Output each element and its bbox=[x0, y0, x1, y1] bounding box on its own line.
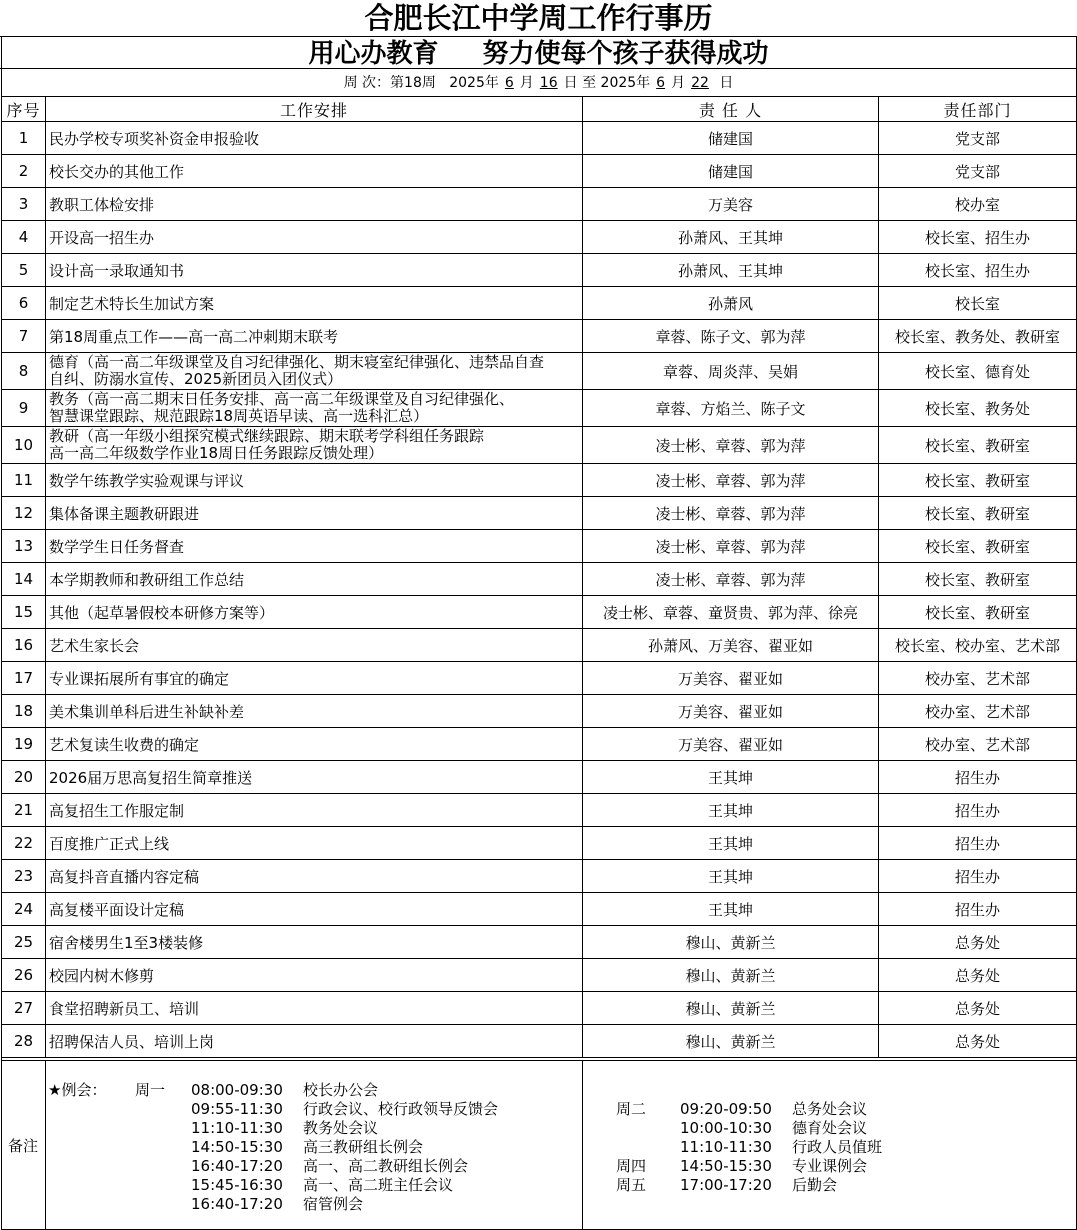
meeting-time: 09:20-09:50 bbox=[680, 1100, 772, 1118]
task-cell: 集体备课主题教研跟进 bbox=[46, 497, 583, 530]
month-end: 6 bbox=[656, 75, 666, 91]
row-number: 1 bbox=[2, 122, 46, 155]
table-row bbox=[2, 287, 1077, 320]
task-cell: 食堂招聘新员工、培训 bbox=[46, 992, 583, 1025]
table-row bbox=[2, 629, 1077, 662]
row-number: 18 bbox=[2, 695, 46, 728]
person-cell: 章蓉、方焰兰、陈子文 bbox=[583, 390, 879, 427]
dept-cell: 校长室、教务处 bbox=[879, 390, 1077, 427]
row-number: 19 bbox=[2, 728, 46, 761]
col-header-dept: 责任部门 bbox=[879, 97, 1077, 122]
person-cell: 凌士彬、章蓉、郭为萍 bbox=[583, 563, 879, 596]
person-cell: 王其坤 bbox=[583, 761, 879, 794]
meeting-event: 后勤会 bbox=[792, 1176, 838, 1194]
motto-left: 用心办教育 bbox=[308, 39, 439, 69]
person-cell: 孙萧风 bbox=[583, 287, 879, 320]
dept-cell: 校长室、招生办 bbox=[879, 221, 1077, 254]
person-cell: 王其坤 bbox=[583, 860, 879, 893]
task-cell: 开设高一招生办 bbox=[46, 221, 583, 254]
notes-section bbox=[1, 1060, 1076, 1230]
row-number: 9 bbox=[2, 390, 46, 427]
meeting-event: 教务处会议 bbox=[303, 1119, 379, 1137]
dept-cell: 校长室、教研室 bbox=[879, 530, 1077, 563]
dept-cell: 校办室、艺术部 bbox=[879, 695, 1077, 728]
meeting-time: 11:10-11:30 bbox=[191, 1119, 283, 1137]
meeting-time: 14:50-15:30 bbox=[191, 1138, 283, 1156]
dept-cell: 招生办 bbox=[879, 794, 1077, 827]
person-cell: 储建国 bbox=[583, 122, 879, 155]
dept-cell: 校办室、艺术部 bbox=[879, 728, 1077, 761]
day-char-2: 日 bbox=[719, 75, 734, 91]
task-line-1: 德育（高一高二年级课堂及自习纪律强化、期末寝室纪律强化、违禁品自查 bbox=[49, 353, 545, 371]
row-number: 5 bbox=[2, 254, 46, 287]
person-cell: 凌士彬、章蓉、郭为萍 bbox=[583, 530, 879, 563]
day-end: 22 bbox=[691, 75, 709, 91]
dept-cell: 招生办 bbox=[879, 827, 1077, 860]
table-row bbox=[2, 221, 1077, 254]
task-line-1: 教务（高一高二期末日任务安排、高一高二年级课堂及自习纪律强化、 bbox=[49, 390, 515, 408]
person-cell: 穆山、黄新兰 bbox=[583, 992, 879, 1025]
day-start: 16 bbox=[539, 75, 558, 91]
task-cell: 第18周重点工作——高一高二冲刺期末联考 bbox=[46, 320, 583, 353]
task-cell bbox=[46, 390, 583, 427]
row-number: 15 bbox=[2, 596, 46, 629]
meeting-time: 11:10-11:30 bbox=[680, 1138, 772, 1156]
table-row bbox=[2, 893, 1077, 926]
day-char-1: 日 bbox=[563, 75, 578, 91]
person-cell: 章蓉、陈子文、郭为萍 bbox=[583, 320, 879, 353]
row-number: 13 bbox=[2, 530, 46, 563]
task-line-1: 教研（高一年级小组探究模式继续跟踪、期末联考学科组任务跟踪 bbox=[49, 427, 485, 445]
meeting-day: 周五 bbox=[616, 1176, 647, 1194]
task-cell: 招聘保洁人员、培训上岗 bbox=[46, 1025, 583, 1058]
table-row bbox=[2, 827, 1077, 860]
person-cell: 孙萧风、王其坤 bbox=[583, 221, 879, 254]
month-start: 6 bbox=[504, 75, 514, 91]
row-number: 14 bbox=[2, 563, 46, 596]
row-number: 27 bbox=[2, 992, 46, 1025]
dept-cell: 总务处 bbox=[879, 1025, 1077, 1058]
meeting-event: 行政人员值班 bbox=[792, 1138, 883, 1156]
meeting-time: 16:40-17:20 bbox=[191, 1157, 283, 1175]
dept-cell: 校长室、教研室 bbox=[879, 497, 1077, 530]
col-header-person: 责 任 人 bbox=[583, 97, 879, 122]
table-row bbox=[2, 464, 1077, 497]
table-row bbox=[2, 860, 1077, 893]
person-cell: 穆山、黄新兰 bbox=[583, 926, 879, 959]
meeting-event: 校长办公会 bbox=[303, 1081, 379, 1099]
task-cell: 教职工体检安排 bbox=[46, 188, 583, 221]
task-cell: 数学学生日任务督查 bbox=[46, 530, 583, 563]
row-number: 26 bbox=[2, 959, 46, 992]
task-line-2: 智慧课堂跟踪、规范跟踪18周英语早读、高一选科汇总） bbox=[49, 407, 429, 425]
dept-cell: 校办室、艺术部 bbox=[879, 662, 1077, 695]
dept-cell: 校长室、招生办 bbox=[879, 254, 1077, 287]
table-row bbox=[2, 530, 1077, 563]
motto bbox=[0, 36, 1077, 69]
meeting-time: 09:55-11:30 bbox=[191, 1100, 283, 1118]
task-cell: 校园内树木修剪 bbox=[46, 959, 583, 992]
dept-cell: 校长室、校办室、艺术部 bbox=[879, 629, 1077, 662]
table-row bbox=[2, 959, 1077, 992]
task-cell: 美术集训单科后进生补缺补差 bbox=[46, 695, 583, 728]
task-line-2: 高一高二年级数学作业18周日任务跟踪反馈处理） bbox=[49, 444, 384, 462]
person-cell: 万美容、翟亚如 bbox=[583, 662, 879, 695]
meeting-event: 总务处会议 bbox=[792, 1100, 868, 1118]
notes-intro: ★例会： bbox=[48, 1081, 107, 1099]
task-line-2: 自纠、防溺水宣传、2025新团员入团仪式） bbox=[49, 370, 343, 388]
row-number: 23 bbox=[2, 860, 46, 893]
notes-divider bbox=[582, 1061, 583, 1230]
task-cell: 2026届万思高复招生简章推送 bbox=[46, 761, 583, 794]
task-cell bbox=[46, 427, 583, 464]
person-cell: 储建国 bbox=[583, 155, 879, 188]
person-cell: 王其坤 bbox=[583, 794, 879, 827]
row-number: 16 bbox=[2, 629, 46, 662]
task-cell: 其他（起草暑假校本研修方案等） bbox=[46, 596, 583, 629]
table-row bbox=[2, 122, 1077, 155]
table-row bbox=[2, 155, 1077, 188]
table-row bbox=[2, 728, 1077, 761]
task-cell: 民办学校专项奖补资金申报验收 bbox=[46, 122, 583, 155]
task-cell: 制定艺术特长生加试方案 bbox=[46, 287, 583, 320]
person-cell: 王其坤 bbox=[583, 827, 879, 860]
table-row bbox=[2, 254, 1077, 287]
table-row bbox=[2, 662, 1077, 695]
table-row bbox=[2, 992, 1077, 1025]
dept-cell: 招生办 bbox=[879, 893, 1077, 926]
meeting-time: 10:00-10:30 bbox=[680, 1119, 772, 1137]
dept-cell: 校长室、德育处 bbox=[879, 353, 1077, 390]
dept-cell: 党支部 bbox=[879, 122, 1077, 155]
row-number: 3 bbox=[2, 188, 46, 221]
dept-cell: 党支部 bbox=[879, 155, 1077, 188]
person-cell: 万美容、翟亚如 bbox=[583, 695, 879, 728]
dept-cell: 总务处 bbox=[879, 926, 1077, 959]
row-number: 20 bbox=[2, 761, 46, 794]
meeting-event: 高一、高二班主任会议 bbox=[303, 1176, 454, 1194]
dept-cell: 总务处 bbox=[879, 959, 1077, 992]
person-cell: 章蓉、周炎萍、吴娟 bbox=[583, 353, 879, 390]
row-number: 12 bbox=[2, 497, 46, 530]
row-number: 4 bbox=[2, 221, 46, 254]
col-header-no: 序号 bbox=[2, 97, 46, 122]
person-cell: 万美容 bbox=[583, 188, 879, 221]
person-cell: 穆山、黄新兰 bbox=[583, 959, 879, 992]
person-cell: 王其坤 bbox=[583, 893, 879, 926]
month-char-1: 月 bbox=[519, 75, 534, 91]
dept-cell: 校长室、教研室 bbox=[879, 596, 1077, 629]
task-cell: 百度推广正式上线 bbox=[46, 827, 583, 860]
meeting-day: 周二 bbox=[616, 1100, 647, 1118]
table-row bbox=[2, 926, 1077, 959]
row-number: 22 bbox=[2, 827, 46, 860]
person-cell: 凌士彬、章蓉、郭为萍 bbox=[583, 427, 879, 464]
row-number: 25 bbox=[2, 926, 46, 959]
notes-label: 备注 bbox=[1, 1061, 46, 1230]
meeting-event: 宿管例会 bbox=[303, 1195, 364, 1213]
row-number: 17 bbox=[2, 662, 46, 695]
table-row bbox=[2, 794, 1077, 827]
meeting-day: 周四 bbox=[616, 1157, 647, 1175]
month-char-2: 月 bbox=[671, 75, 686, 91]
dept-cell: 招生办 bbox=[879, 761, 1077, 794]
task-cell bbox=[46, 353, 583, 390]
task-cell: 设计高一录取通知书 bbox=[46, 254, 583, 287]
task-cell: 艺术生家长会 bbox=[46, 629, 583, 662]
row-number: 7 bbox=[2, 320, 46, 353]
dept-cell: 校长室 bbox=[879, 287, 1077, 320]
year-start: 2025年 bbox=[449, 75, 499, 91]
table-row bbox=[2, 1025, 1077, 1058]
table-row bbox=[2, 497, 1077, 530]
dept-cell: 校长室、教研室 bbox=[879, 427, 1077, 464]
person-cell: 孙萧风、万美容、翟亚如 bbox=[583, 629, 879, 662]
meeting-time: 17:00-17:20 bbox=[680, 1176, 772, 1194]
task-cell: 高复招生工作服定制 bbox=[46, 794, 583, 827]
meeting-time: 15:45-16:30 bbox=[191, 1176, 283, 1194]
table-row bbox=[2, 353, 1077, 390]
row-number: 10 bbox=[2, 427, 46, 464]
meeting-event: 专业课例会 bbox=[792, 1157, 868, 1175]
person-cell: 穆山、黄新兰 bbox=[583, 1025, 879, 1058]
row-number: 8 bbox=[2, 353, 46, 390]
task-cell: 宿舍楼男生1至3楼装修 bbox=[46, 926, 583, 959]
table-row bbox=[2, 188, 1077, 221]
table-row bbox=[2, 563, 1077, 596]
task-cell: 数学午练教学实验观课与评议 bbox=[46, 464, 583, 497]
table-header-row bbox=[2, 97, 1077, 122]
table-row bbox=[2, 390, 1077, 427]
dept-cell: 校长室、教研室 bbox=[879, 563, 1077, 596]
task-cell: 艺术复读生收费的确定 bbox=[46, 728, 583, 761]
person-cell: 孙萧风、王其坤 bbox=[583, 254, 879, 287]
task-cell: 高复楼平面设计定稿 bbox=[46, 893, 583, 926]
person-cell: 凌士彬、章蓉、郭为萍 bbox=[583, 464, 879, 497]
meeting-time: 08:00-09:30 bbox=[191, 1081, 283, 1099]
meeting-event: 行政会议、校行政领导反馈会 bbox=[303, 1100, 499, 1118]
row-number: 28 bbox=[2, 1025, 46, 1058]
table-row bbox=[2, 695, 1077, 728]
schedule-table bbox=[1, 96, 1077, 1058]
table-row bbox=[2, 427, 1077, 464]
row-number: 2 bbox=[2, 155, 46, 188]
dept-cell: 招生办 bbox=[879, 860, 1077, 893]
dept-cell: 校长室、教研室 bbox=[879, 464, 1077, 497]
meeting-time: 16:40-17:20 bbox=[191, 1195, 283, 1213]
task-cell: 高复抖音直播内容定稿 bbox=[46, 860, 583, 893]
person-cell: 凌士彬、章蓉、郭为萍 bbox=[583, 497, 879, 530]
week-range bbox=[0, 68, 1077, 97]
dept-cell: 总务处 bbox=[879, 992, 1077, 1025]
col-header-task: 工作安排 bbox=[46, 97, 583, 122]
meeting-time: 14:50-15:30 bbox=[680, 1157, 772, 1175]
person-cell: 凌士彬、章蓉、童贤贵、郭为萍、徐亮 bbox=[583, 596, 879, 629]
task-cell: 本学期教师和教研组工作总结 bbox=[46, 563, 583, 596]
table-row bbox=[2, 761, 1077, 794]
table-row bbox=[2, 596, 1077, 629]
row-number: 6 bbox=[2, 287, 46, 320]
page-title: 合肥长江中学周工作行事历 bbox=[364, 1, 713, 35]
year-end: 2025年 bbox=[600, 75, 651, 91]
meeting-day: 周一 bbox=[135, 1081, 166, 1099]
meeting-event: 高一、高二教研组长例会 bbox=[303, 1157, 469, 1175]
table-row bbox=[2, 320, 1077, 353]
motto-right: 努力使每个孩子获得成功 bbox=[482, 39, 769, 69]
row-number: 24 bbox=[2, 893, 46, 926]
dept-cell: 校办室 bbox=[879, 188, 1077, 221]
row-number: 21 bbox=[2, 794, 46, 827]
task-cell: 专业课拓展所有事宜的确定 bbox=[46, 662, 583, 695]
task-cell: 校长交办的其他工作 bbox=[46, 155, 583, 188]
row-number: 11 bbox=[2, 464, 46, 497]
week-label: 周 次：第18周 bbox=[343, 75, 436, 91]
dept-cell: 校长室、教务处、教研室 bbox=[879, 320, 1077, 353]
to-word: 至 bbox=[582, 75, 597, 91]
person-cell: 万美容、翟亚如 bbox=[583, 728, 879, 761]
meeting-event: 德育处会议 bbox=[792, 1119, 868, 1137]
meeting-event: 高三教研组长例会 bbox=[303, 1138, 424, 1156]
